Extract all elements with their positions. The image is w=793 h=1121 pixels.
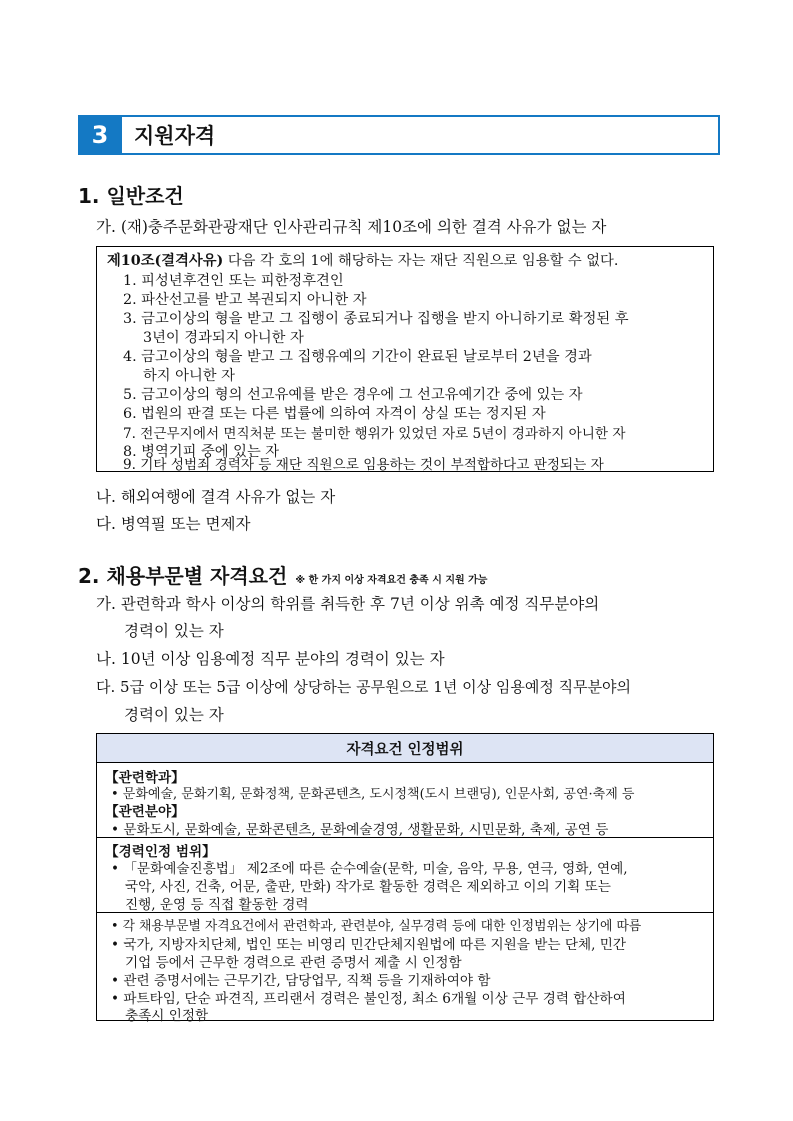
note-item-continued: 기업 등에서 근무한 경력으로 관련 증명서 제출 시 인정함 bbox=[125, 955, 462, 971]
by-field-item-da-continued: 경력이 있는 자 bbox=[124, 706, 224, 724]
article-item: 8. 병역기피 중에 있는 자 bbox=[123, 444, 280, 460]
section-header bbox=[78, 115, 720, 155]
note-item-continued: 충족시 인정함 bbox=[125, 1008, 209, 1024]
by-field-heading-line bbox=[78, 560, 487, 589]
general-item-ga: 가. (재)충주문화관광재단 인사관리규칙 제10조에 의한 결격 사유가 없는 자 bbox=[96, 218, 607, 236]
by-field-item-na: 나. 10년 이상 임용예정 직무 분야의 경력이 있는 자 bbox=[96, 650, 445, 668]
note-item: • 국가, 지방자치단체, 법인 또는 비영리 민간단체지원법에 따른 지원을 받는 단체, 민간 bbox=[111, 937, 626, 953]
by-field-note: ※ 한 가지 이상 자격요건 충족 시 지원 가능 bbox=[295, 575, 488, 586]
field-text: • 문화도시, 문화예술, 문화콘텐츠, 문화예술경영, 생활문화, 시민문화, 축제, 공연 등 bbox=[111, 822, 609, 838]
by-field-item-ga-continued: 경력이 있는 자 bbox=[124, 622, 224, 640]
field-label: 【관련분야】 bbox=[105, 804, 185, 820]
general-item-da: 다. 병역필 또는 면제자 bbox=[96, 515, 251, 533]
general-item-na: 나. 해외여행에 결격 사유가 없는 자 bbox=[96, 488, 336, 506]
note-item: • 각 채용부문별 자격요건에서 관련학과, 관련분야, 실무경력 등에 대한 인정범위는 상기에 따름 bbox=[111, 919, 642, 934]
article-item: 5. 금고이상의 형의 선고유예를 받은 경우에 그 선고유예기간 중에 있는 자 bbox=[123, 387, 583, 403]
general-heading: 1. 일반조건 bbox=[78, 184, 184, 208]
section-number: 3 bbox=[80, 117, 120, 153]
requirements-table bbox=[96, 733, 714, 1024]
article-title: 제10조(결격사유) bbox=[107, 253, 224, 269]
article-item: 4. 금고이상의 형을 받고 그 집행유예의 기간이 완료된 날로부터 2년을 경과 bbox=[123, 349, 592, 365]
article-10-box bbox=[96, 246, 714, 472]
career-text-continued: 진행, 운영 등 직접 활동한 경력 bbox=[125, 897, 309, 913]
article-item-continued: 3년이 경과되지 아니한 자 bbox=[143, 330, 304, 346]
by-field-heading: 2. 채용부문별 자격요건 bbox=[78, 564, 288, 588]
note-item: • 관련 증명서에는 근무기간, 담당업무, 직책 등을 기재하여야 함 bbox=[111, 973, 491, 989]
major-text: • 문화예술, 문화기획, 문화정책, 문화콘텐츠, 도시정책(도시 브랜딩), 인문사회, 공연·축제 등 bbox=[111, 787, 635, 802]
article-intro: 다음 각 호의 1에 해당하는 자는 재단 직원으로 임용할 수 없다. bbox=[223, 253, 619, 269]
major-label: 【관련학과】 bbox=[105, 770, 185, 786]
article-item: 2. 파산선고를 받고 복권되지 아니한 자 bbox=[123, 292, 367, 308]
table-divider bbox=[97, 837, 713, 838]
article-title-line bbox=[107, 250, 618, 270]
table-divider bbox=[97, 912, 713, 913]
article-item: 9. 기타 성범죄 경력자 등 재단 직원으로 임용하는 것이 부적합하다고 판정되는 자 bbox=[123, 457, 604, 473]
by-field-item-ga: 가. 관련학과 학사 이상의 학위를 취득한 후 7년 이상 위촉 예정 직무분야의 bbox=[96, 595, 600, 613]
by-field-item-da: 다. 5급 이상 또는 5급 이상에 상당하는 공무원으로 1년 이상 임용예정 직무분야의 bbox=[96, 678, 632, 696]
section-title: 지원자격 bbox=[120, 117, 718, 153]
career-label: 【경력인정 범위】 bbox=[105, 844, 216, 860]
career-text: • 「문화예술진흥법」 제2조에 따른 순수예술(문학, 미술, 음악, 무용, 연극, 영화, 연예, bbox=[111, 861, 628, 877]
article-item-continued: 하지 아니한 자 bbox=[143, 368, 235, 384]
note-item: • 파트타임, 단순 파견직, 프리랜서 경력은 불인정, 최소 6개월 이상 근무 경력 합산하여 bbox=[111, 991, 626, 1007]
article-item: 3. 금고이상의 형을 받고 그 집행이 종료되거나 집행을 받지 아니하기로 확정된 후 bbox=[123, 311, 629, 327]
article-item: 6. 법원의 판결 또는 다른 법률에 의하여 자격이 상실 또는 정지된 자 bbox=[123, 406, 546, 422]
career-text-continued: 국악, 사진, 건축, 어문, 출판, 만화) 작가로 활동한 경력은 제외하고 이의 기획 또는 bbox=[125, 879, 611, 895]
requirements-table-header: 자격요건 인정범위 bbox=[97, 734, 713, 763]
article-item: 7. 전근무지에서 면직처분 또는 불미한 행위가 있었던 자로 5년이 경과하지 아니한 자 bbox=[123, 426, 626, 442]
article-item: 1. 피성년후견인 또는 피한정후견인 bbox=[123, 273, 344, 289]
